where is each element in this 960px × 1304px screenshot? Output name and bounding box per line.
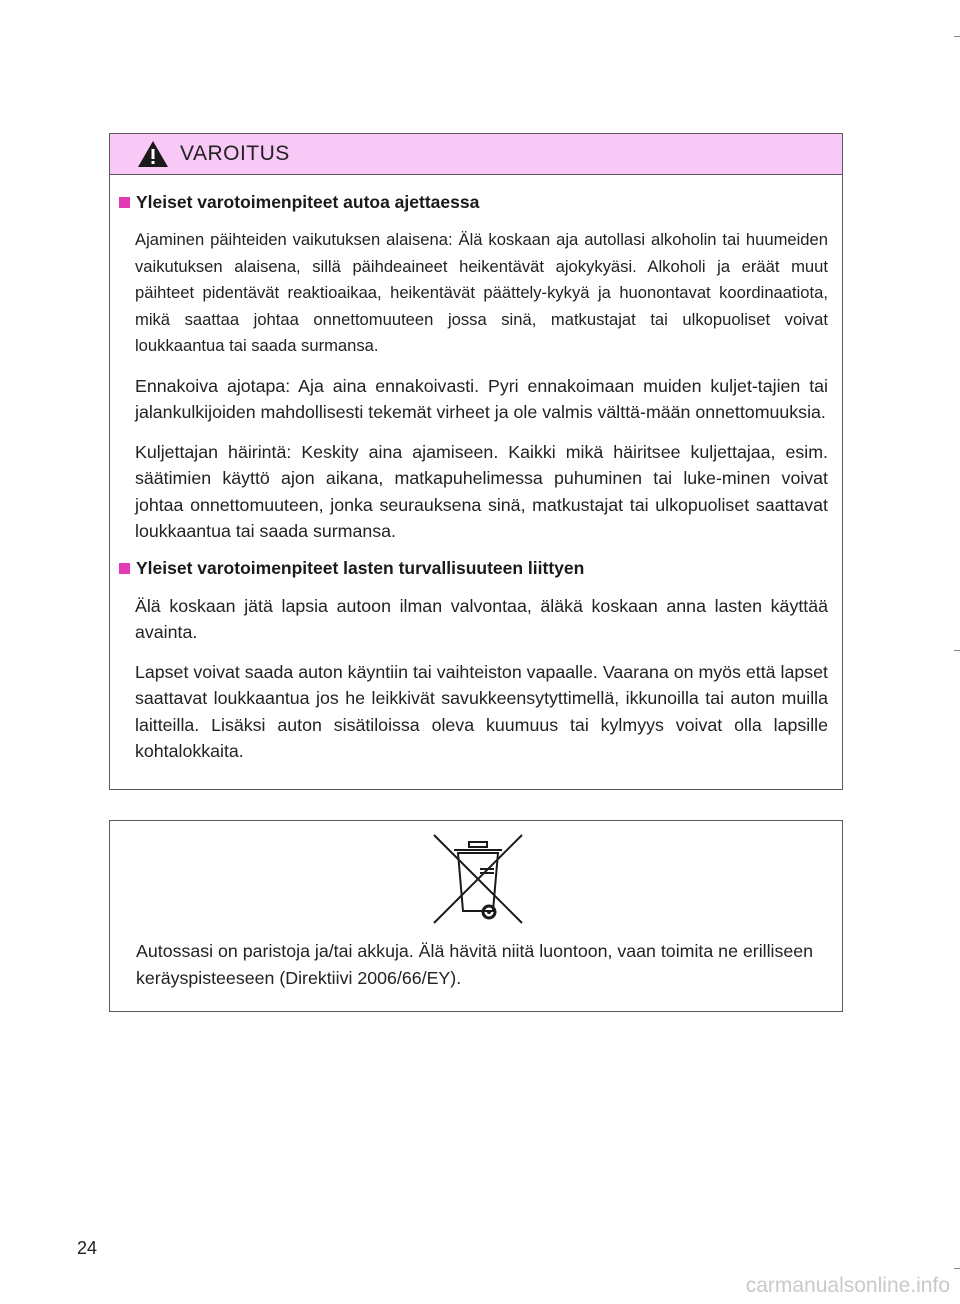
crop-mark <box>954 1268 960 1269</box>
bullet-square-icon <box>119 197 130 208</box>
paragraph-anticipation: Ennakoiva ajotapa: Aja aina ennakoivasti. Pyri ennakoimaan muiden kuljet-tajien tai jalankulkijoiden mahdollisesti tekemät virheet ja ole valmis välttä-mään onnettomuuksia. <box>135 375 828 422</box>
battery-disposal-text: Autossasi on paristoja ja/tai akkuja. Älä hävitä niitä luontoon, vaan toimita ne erilliseen keräyspisteeseen (Direktiivi 2006/66/EY). <box>136 941 814 988</box>
section-heading-driving <box>119 192 828 213</box>
paragraph-distraction: Kuljettajan häirintä: Keskity aina ajamiseen. Kaikki mikä häiritsee kuljettajaa, esim. säätimien käyttö ajon aikana, matkapuhelimessa puhuminen tai luke-minen voivat johtaa onnettomuuteen, jonka seurauksena sinä, matkustajat tai ulkopuoliset saattavat loukkaantua tai saada surmansa. <box>135 441 828 541</box>
section-heading-children <box>119 558 828 579</box>
bullet-square-icon <box>119 563 130 574</box>
battery-disposal-box <box>109 820 843 1012</box>
paragraph-intoxication: Ajaminen päihteiden vaikutuksen alaisena: Älä koskaan aja autollasi alkoholin tai huumeiden vaikutuksen alaisena, sillä päihdeaineet heikentävät ajokykyäsi. Alkoholi ja eräät muut päihteet pidentävät reaktioaikaa, heikentävät päättely-kykyä ja huonontavat koordinaatiota, mikä saattaa johtaa onnettomuuteen jossa sinä, matkustajat tai ulkopuoliset voivat loukkaantua tai saada surmansa. <box>135 230 828 355</box>
warning-triangle-icon <box>136 139 170 169</box>
crossed-out-wheelie-bin-icon <box>432 833 524 925</box>
warning-body <box>110 175 842 765</box>
crop-mark <box>954 650 960 651</box>
warning-title: VAROITUS <box>180 142 290 165</box>
paragraph-unattended-children: Älä koskaan jätä lapsia autoon ilman valvontaa, äläkä koskaan anna lasten käyttää avainta. <box>135 595 828 642</box>
page-number: 24 <box>77 1238 98 1258</box>
warning-box <box>109 133 843 790</box>
section-heading-text: Yleiset varotoimenpiteet lasten turvallisuuteen liittyen <box>136 557 585 578</box>
watermark: carmanualsonline.info <box>745 1274 950 1297</box>
crop-mark <box>954 36 960 37</box>
paragraph-child-hazards: Lapset voivat saada auton käyntiin tai vaihteiston vapaalle. Vaarana on myös että lapset saattavat loukkaantua jos he leikkivät savukkeensytyttimellä, ikkunoilla tai auton muilla laitteilla. Lisäksi auton sisätiloissa oleva kuumuus tai kylmyys voivat olla lapsille kohtalokkaita. <box>135 661 828 761</box>
warning-header <box>110 134 842 175</box>
section-heading-text: Yleiset varotoimenpiteet autoa ajettaessa <box>136 192 480 212</box>
